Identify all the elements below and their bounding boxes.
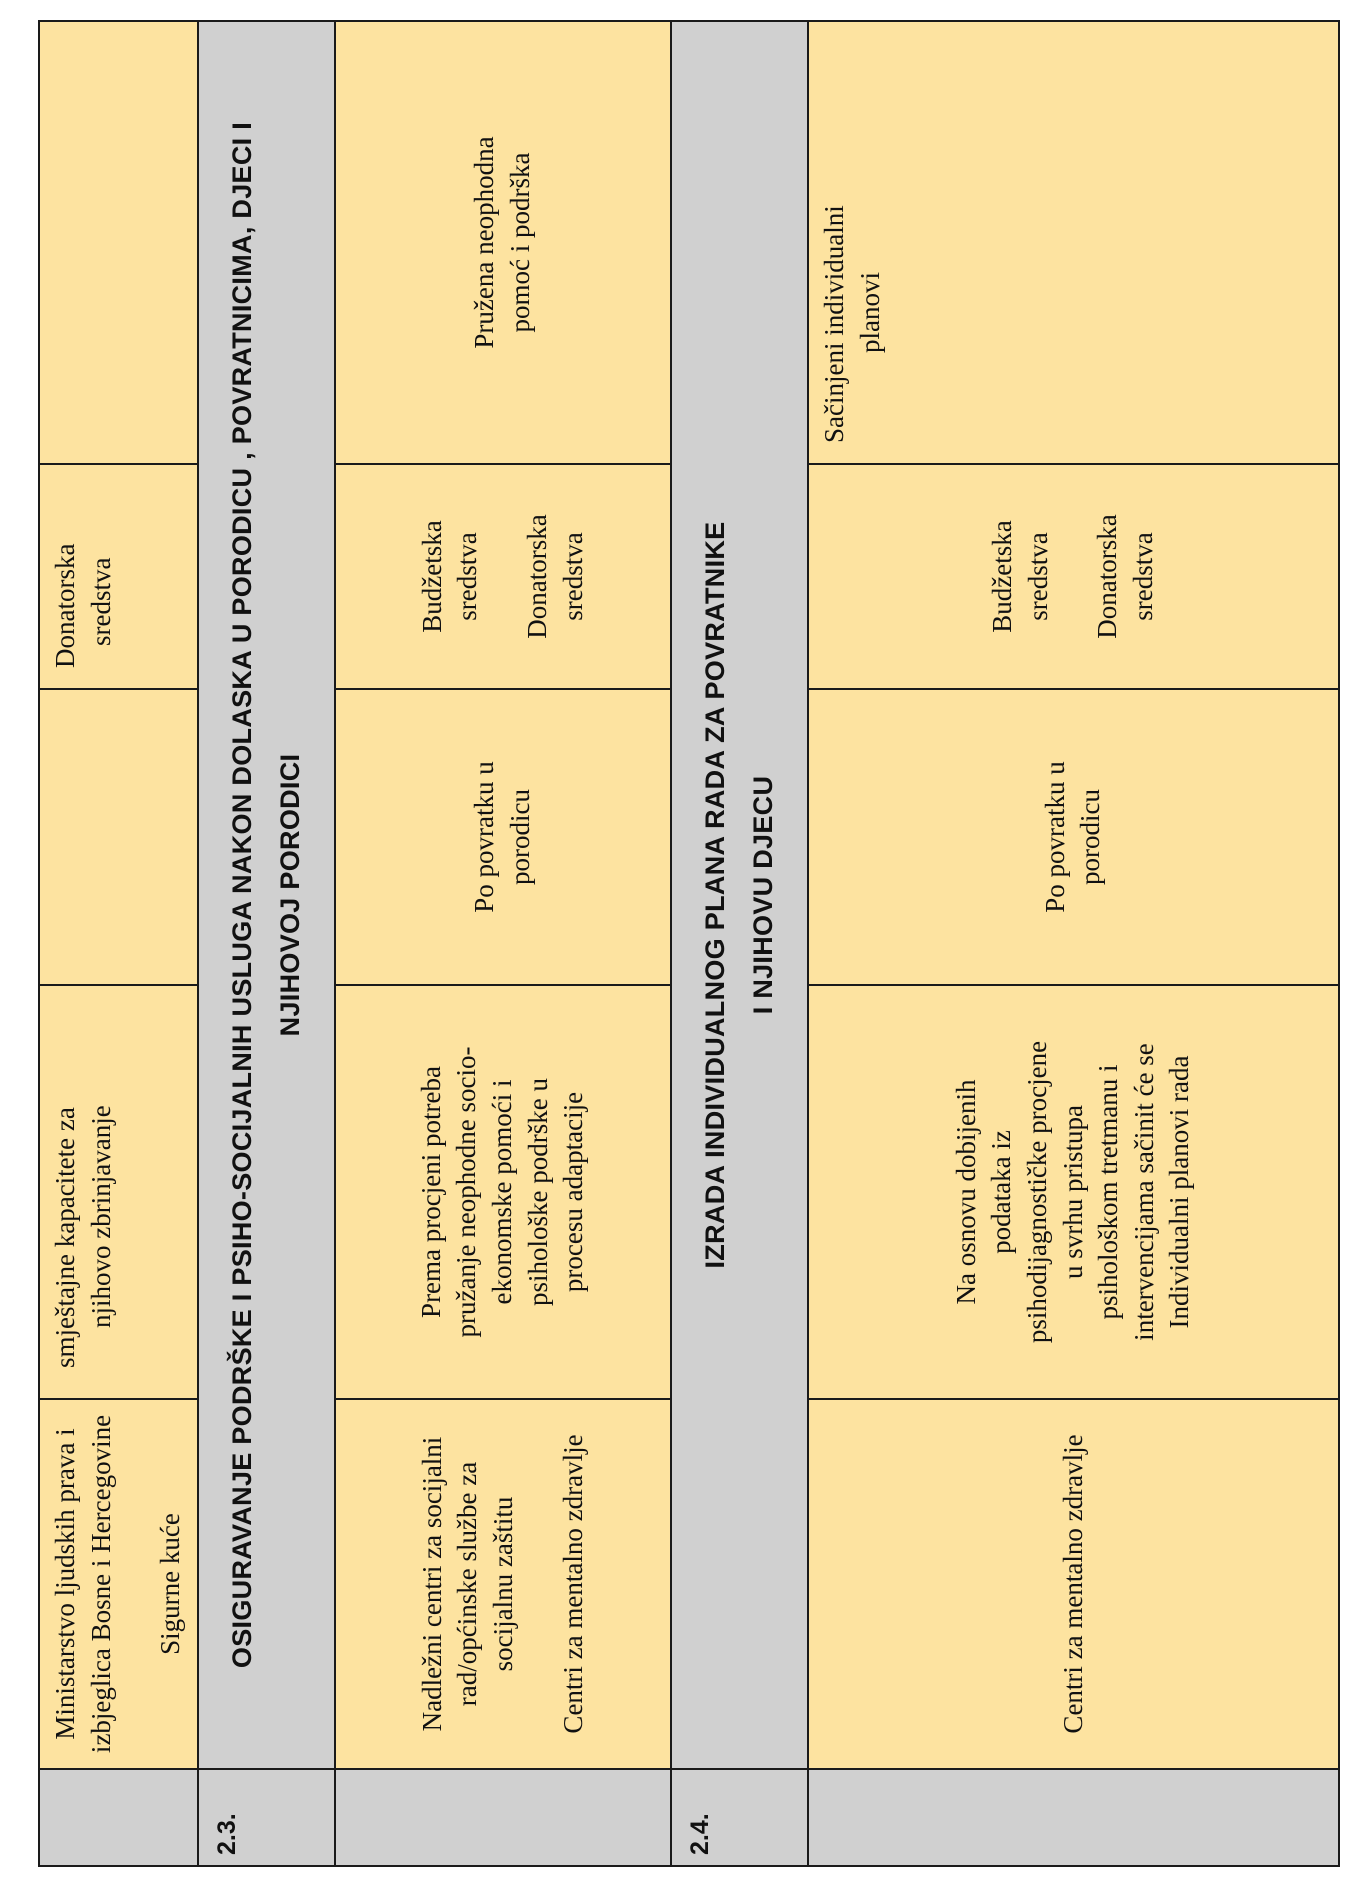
timeframe-line: porodicu [504,789,535,885]
result-cell [808,21,1339,464]
activity-cell [808,985,1339,1399]
activity-line: psihološkom tretmanu i [1093,1064,1124,1320]
institutions-line: Ministarstvo ljudskih prava i [50,1428,80,1740]
funding-line: sredstva [452,532,483,621]
institutions-line: izbjeglica Bosne i Hercegovine [85,1414,116,1754]
funding-line: sredstva [557,532,588,621]
funding-cell [808,464,1339,689]
institutions-cell [39,1399,198,1769]
activity-line: Na osnovu dobijenih [950,1079,981,1305]
institutions-cell [335,1399,671,1769]
row-number [39,1769,198,1866]
section-number: 2.4. [671,1769,808,1866]
section-number: 2.3. [198,1769,335,1866]
institutions-line: Sigurne kuće [155,1513,186,1655]
section-title-line: IZRADA INDIVIDUALNOG PLANA RADA ZA POVRATNIKE [699,521,730,1269]
timeframe-cell [808,689,1339,985]
activity-line: psihodijagnostičke procjene [1021,1040,1052,1344]
timeframe-cell [335,689,671,985]
activity-line: Prema procjeni potreba [415,1066,446,1318]
result-line: Pružena neophodna [469,136,500,349]
section-title [671,21,808,1769]
activity-line: njihovo zbrinjavanje [85,1105,116,1328]
section-header-row [671,21,808,1866]
row-number [335,1769,671,1866]
activity-line: smještajne kapacitete za [50,1107,80,1368]
funding-line: Budžetska [416,520,447,633]
funding-cell [335,464,671,689]
result-line: planovi [854,272,885,353]
activity-line: ekonomske pomoći i [487,1079,518,1305]
institutions-line: socijalnu zaštitu [487,1496,518,1672]
section-title [198,21,335,1769]
action-plan-table [38,20,1340,1867]
result-cell [39,21,198,464]
table-row [335,21,671,1866]
activity-line: intervencijama sačinit će se [1128,1043,1159,1341]
institutions-line: Centri za mentalno zdravlje [557,1434,588,1734]
section-title-line: NJIHOVOJ PORODICI [275,753,306,1037]
section-header-row [198,21,335,1866]
funding-line: sredstva [85,557,116,646]
activity-line: podataka iz [986,1130,1017,1254]
activity-line: procesu adaptacije [558,1091,589,1293]
funding-line: Donatorska [50,543,80,668]
table-row [808,21,1339,1866]
activity-line: pružanje neophodne socio- [451,1046,482,1338]
activity-line: psihološke podrške u [522,1078,553,1306]
funding-line: Donatorska [1092,514,1123,639]
funding-cell [39,464,198,689]
row-number [808,1769,1339,1866]
activity-cell [39,985,198,1399]
timeframe-line: Po povratku u [469,761,500,913]
activity-cell [335,985,671,1399]
funding-line: Donatorska [521,514,552,639]
funding-line: Budžetska [987,520,1018,633]
timeframe-line: porodicu [1075,789,1106,885]
institutions-line: Nadležni centri za socijalni [416,1436,447,1732]
institutions-line: Centri za mentalno zdravlje [1057,1434,1088,1734]
institutions-cell [808,1399,1339,1769]
rotated-page [38,22,1314,1867]
activity-line: u svrhu pristupa [1057,1105,1088,1279]
funding-line: sredstva [1128,532,1158,621]
institutions-line: rad/općinske službe za [452,1461,483,1707]
timeframe-line: Po povratku u [1039,761,1070,913]
table-row [39,21,198,1866]
result-line: Sačinjeni individualni [818,205,849,443]
timeframe-cell [39,689,198,985]
activity-line: Individualni planovi rada [1164,1055,1195,1329]
result-cell [335,21,671,464]
section-title-line: OSIGURAVANJE PODRŠKE I PSIHO-SOCIJALNIH USLUGA NAKON DOLASKA U PORODICU , POVRATNICIMA, DJECI I [226,121,257,1669]
funding-line: sredstva [1022,532,1053,621]
result-line: pomoć i podrška [504,152,535,333]
section-title-line: I NJIHOVU DJECU [748,775,779,1015]
